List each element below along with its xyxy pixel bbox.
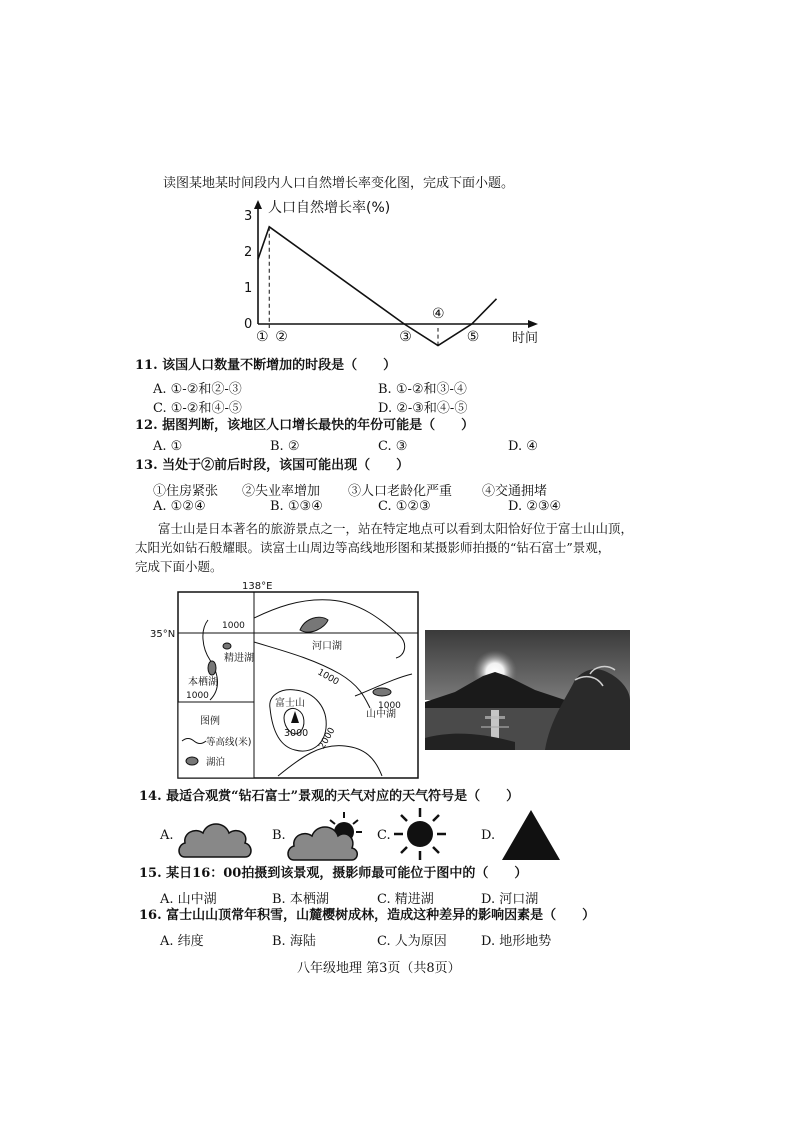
- q16-stem: 16. 富士山山顶常年积雪，山麓樱树成林，造成这种差异的影响因素是（ ）: [139, 908, 596, 923]
- fuji-label: 富士山: [275, 698, 305, 709]
- q13-stem: 13. 当处于②前后时段，该国可能出现（ ）: [135, 458, 410, 473]
- q15-option-a[interactable]: A. 山中湖: [160, 892, 217, 907]
- lake-motosu-label: 本栖湖: [188, 677, 218, 688]
- q13-statement-4: ④交通拥堵: [482, 484, 548, 499]
- q11-option-b[interactable]: B. ①-②和③-④: [378, 382, 467, 397]
- y-tick-label: 0: [244, 317, 253, 332]
- lake-shojin-label: 精进湖: [224, 653, 254, 664]
- legend-title: 图例: [200, 716, 220, 727]
- y-tick-label: 3: [244, 209, 253, 224]
- q13-option-a[interactable]: A. ①②④: [153, 499, 206, 514]
- q13-option-c[interactable]: C. ①②③: [378, 499, 431, 514]
- lake-motosu: [208, 661, 216, 675]
- lake-yamanaka-label: 山中湖: [366, 709, 396, 720]
- q13-statement-1: ①住房紧张: [153, 484, 219, 499]
- q15-stem: 15. 某日16：00拍摄到该景观，摄影师最可能位于图中的（ ）: [139, 866, 528, 881]
- legend-contour-label: 等高线(米): [206, 737, 252, 748]
- q12-stem: 12. 据图判断，该地区人口增长最快的年份可能是（ ）: [135, 418, 475, 433]
- intro-text: 读图某地某时间段内人口自然增长率变化图，完成下面小题。: [163, 176, 515, 191]
- intro2-line3: 完成下面小题。: [135, 559, 223, 574]
- point-label: ①: [256, 329, 269, 345]
- point-label: ⑤: [466, 329, 480, 345]
- q13-statement-3: ③人口老龄化严重: [348, 484, 453, 499]
- q12-option-c[interactable]: C. ③: [378, 439, 408, 454]
- lon-label: 138°E: [242, 581, 273, 592]
- contour-label-1000-e: 1000: [378, 701, 401, 711]
- q13-option-d[interactable]: D. ②③④: [508, 499, 562, 514]
- sun-reflection: [491, 710, 499, 740]
- partly-sunny-icon[interactable]: [286, 810, 366, 864]
- contour-label-1000-w: 1000: [186, 691, 209, 701]
- q13-statement-2: ②失业率增加: [242, 484, 321, 499]
- point-label: ③: [399, 329, 412, 345]
- contour-label-1000-c: 1000: [315, 667, 341, 688]
- x-axis-label: 时间: [512, 331, 539, 346]
- contour-label-1000-nw: 1000: [222, 621, 245, 631]
- q11-option-a[interactable]: A. ①-②和②-③: [153, 382, 242, 397]
- lake-yamanaka: [373, 688, 391, 696]
- legend-lake-label: 湖泊: [206, 757, 226, 768]
- q14-stem: 14. 最适合观赏“钻石富士”景观的天气对应的天气符号是（ ）: [139, 789, 520, 804]
- cloudy-icon[interactable]: [175, 813, 255, 863]
- q12-option-a[interactable]: A. ①: [153, 439, 183, 454]
- q13-option-b[interactable]: B. ①③④: [270, 499, 323, 514]
- diamond-fuji-photo: [425, 630, 630, 750]
- q11-option-c[interactable]: C. ①-②和④-⑤: [153, 401, 242, 416]
- legend-lake-symbol: [186, 757, 198, 765]
- lat-label: 35°N: [150, 629, 176, 640]
- y-tick-label: 1: [244, 281, 253, 296]
- q12-option-b[interactable]: B. ②: [270, 439, 300, 454]
- y-axis-arrow: [254, 200, 262, 209]
- q12-option-d[interactable]: D. ④: [508, 439, 538, 454]
- y-tick-label: 2: [244, 245, 253, 260]
- q16-option-a[interactable]: A. 纬度: [160, 934, 204, 949]
- intro2-line1: 富士山是日本著名的旅游景点之一，站在特定地点可以看到太阳恰好位于富士山山顶，: [158, 521, 634, 536]
- q15-option-b[interactable]: B. 本栖湖: [272, 892, 329, 907]
- series-line: [258, 227, 497, 346]
- q15-option-c[interactable]: C. 精进湖: [377, 892, 434, 907]
- sunny-icon[interactable]: [392, 806, 448, 862]
- fuji-contour-map: [150, 578, 422, 780]
- fuji-height: 3000: [284, 728, 309, 739]
- q14-option-a[interactable]: A.: [160, 828, 174, 843]
- x-axis-arrow: [528, 320, 538, 328]
- lake-kawaguchi-label: 河口湖: [312, 641, 342, 652]
- contour-label-2000: 2000: [317, 726, 338, 751]
- triangle-icon[interactable]: [500, 808, 562, 862]
- population-growth-chart: [240, 196, 560, 348]
- point-label: ④: [432, 306, 445, 322]
- q14-option-d[interactable]: D.: [481, 828, 496, 843]
- page-footer: 八年级地理 第3页（共8页）: [297, 961, 461, 976]
- q11-stem: 11. 该国人口数量不断增加的时段是（ ）: [135, 358, 397, 373]
- q14-option-c[interactable]: C.: [377, 828, 391, 843]
- q15-option-d[interactable]: D. 河口湖: [481, 892, 539, 907]
- intro2-line2: 太阳光如钻石般耀眼。读富士山周边等高线地形图和某摄影师拍摄的“钻石富士”景观，: [135, 540, 611, 555]
- chart-title: 人口自然增长率(%): [268, 200, 391, 216]
- q16-option-d[interactable]: D. 地形地势: [481, 934, 552, 949]
- q11-option-d[interactable]: D. ②-③和④-⑤: [378, 401, 468, 416]
- q14-option-b[interactable]: B.: [272, 828, 286, 843]
- point-label: ②: [275, 329, 288, 345]
- q16-option-c[interactable]: C. 人为原因: [377, 934, 447, 949]
- lake-shojin: [223, 643, 231, 649]
- q16-option-b[interactable]: B. 海陆: [272, 934, 316, 949]
